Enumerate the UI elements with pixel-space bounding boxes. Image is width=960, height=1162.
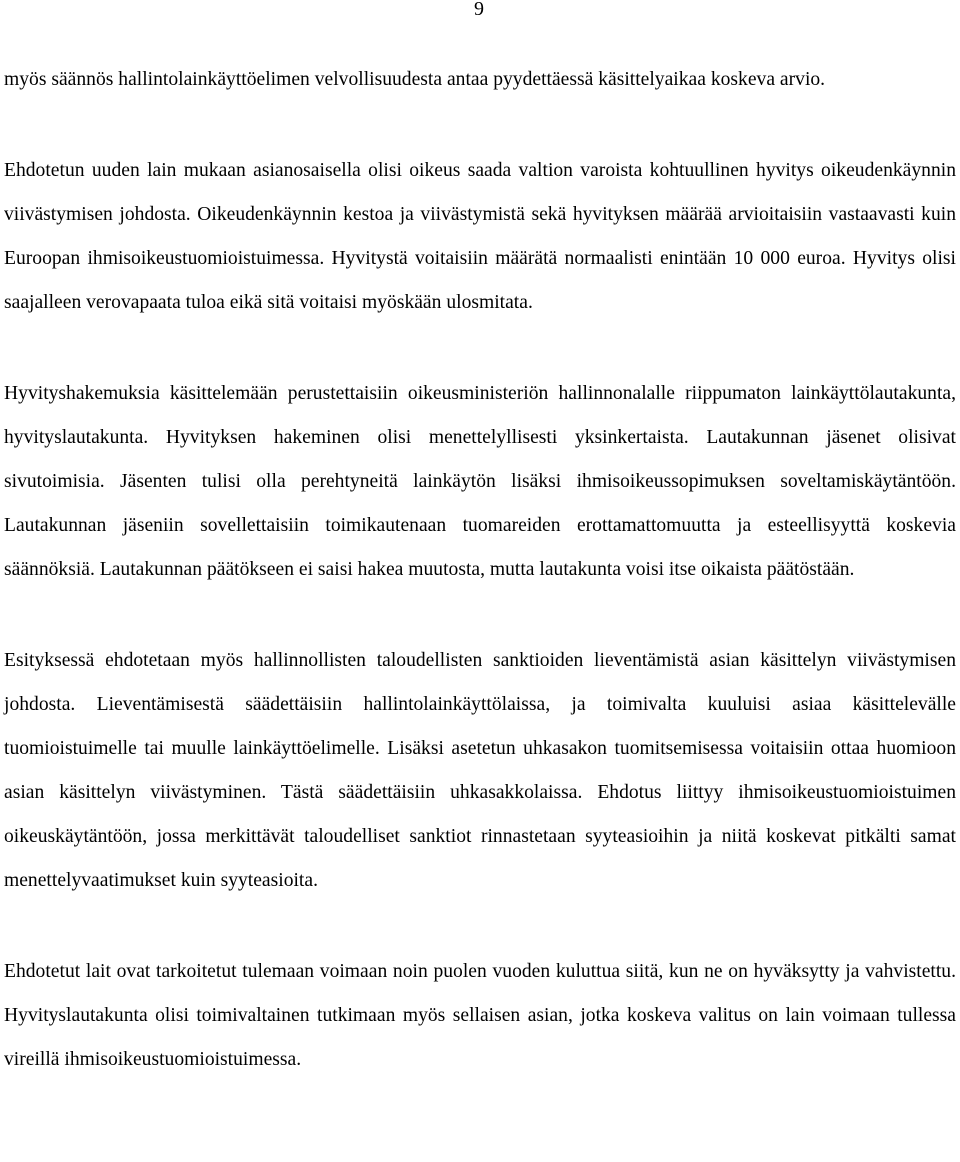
paragraph-3: Hyvityshakemuksia käsittelemään perustettaisiin oikeusministeriön hallinnonalalle riippumaton lainkäyttölautakunta, hyvityslautakunta. Hyvityksen hakeminen olisi menettelyllisesti yksinkertaista. Lautakunnan jäsenet olisivat sivutoimisia. Jäsenten tulisi olla perehtyneitä lainkäytön lisäksi ihmisoikeussopimuksen soveltamiskäytäntöön. Lautakunnan jäseniin sovellettaisiin toimikautenaan tuomareiden erottamattomuutta ja esteellisyyttä koskevia säännöksiä. Lautakunnan päätökseen ei saisi hakea muutosta, mutta lautakunta voisi itse oikaista päätöstään. — [4, 383, 956, 580]
paragraph-5: Ehdotetut lait ovat tarkoitetut tulemaan voimaan noin puolen vuoden kuluttua siitä, kun ne on hyväksytty ja vahvistettu. Hyvityslautakunta olisi toimivaltainen tutkimaan myös sellaisen asian, jotka koskeva valitus on lain voimaan tullessa vireillä ihmisoikeustuomioistuimessa. — [4, 961, 956, 1070]
document-body — [4, 58, 956, 1082]
paragraph-1: myös säännös hallintolainkäyttöelimen velvollisuudesta antaa pyydettäessä käsittelyaikaa koskeva arvio. — [4, 69, 826, 90]
paragraph-4: Esityksessä ehdotetaan myös hallinnollisten taloudellisten sanktioiden lieventämistä asian käsittelyn viivästymisen johdosta. Lieventämisestä säädettäisiin hallintolainkäyttölaissa, ja toimivalta kuuluisi asiaa käsittelevälle tuomioistuimelle tai muulle lainkäyttöelimelle. Lisäksi asetetun uhkasakon tuomitsemisessa voitaisiin ottaa huomioon asian käsittelyn viivästyminen. Tästä säädettäisiin uhkasakkolaissa. Ehdotus liittyy ihmisoikeustuomioistuimen oikeuskäytäntöön, jossa merkittävät taloudelliset sanktiot rinnastetaan syyteasioihin ja niitä koskevat pitkälti samat menettelyvaatimukset kuin syyteasioita. — [4, 650, 956, 891]
page-number: 9 — [474, 0, 484, 20]
paragraph-2: Ehdotetun uuden lain mukaan asianosaisella olisi oikeus saada valtion varoista kohtuullinen hyvitys oikeudenkäynnin viivästymisen johdosta. Oikeudenkäynnin kestoa ja viivästymistä sekä hyvityksen määrää arvioitaisiin vastaavasti kuin Euroopan ihmisoikeustuomioistuimessa. Hyvitystä voitaisiin määrätä normaalisti enintään 10 000 euroa. Hyvitys olisi saajalleen verovapaata tuloa eikä sitä voitaisi myöskään ulosmitata. — [4, 160, 956, 313]
